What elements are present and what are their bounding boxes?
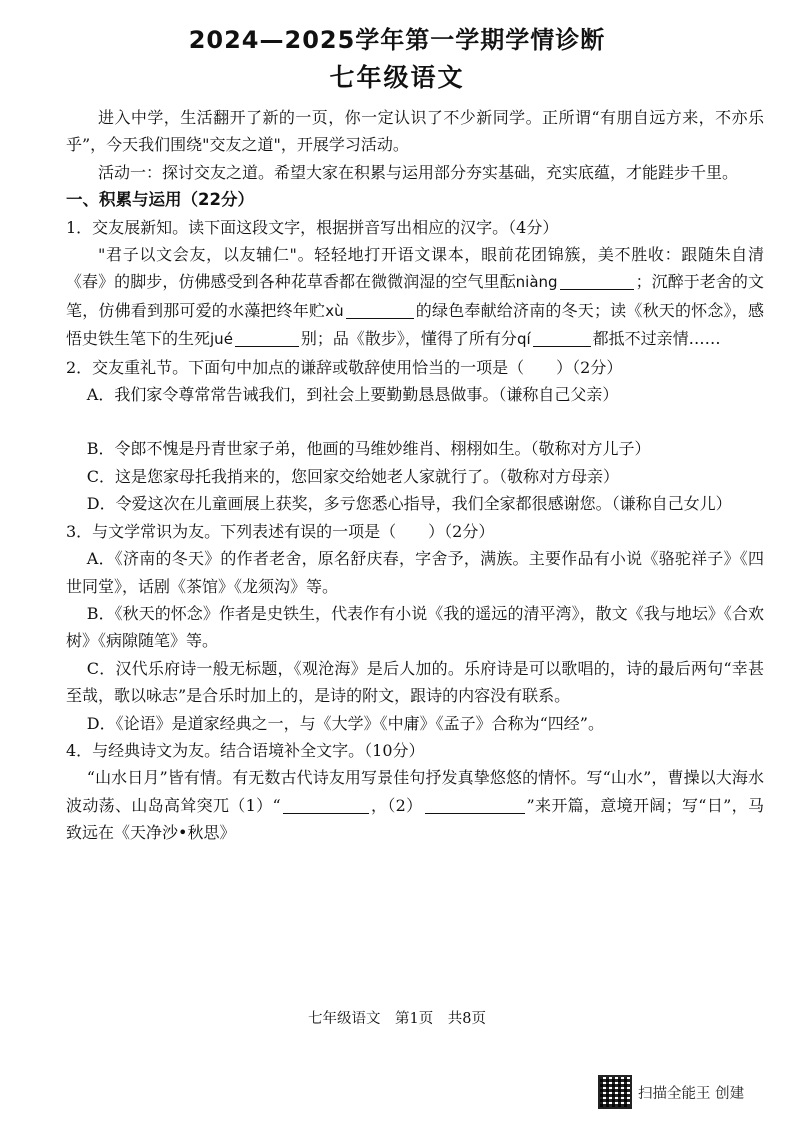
question-4-stem: 4．与经典诗文为友。结合语境补全文字。（10分） <box>66 740 425 760</box>
intro-paragraph: 进入中学，生活翻开了新的一页，你一定认识了不少新同学。正所谓“有朋自远方来，不亦乐乎”，今天我们围绕"交友之道"，开展学习活动。 <box>66 108 764 155</box>
q1-text-part: 别；品《散步》，懂得了所有分 <box>300 329 517 349</box>
answer-blank[interactable] <box>533 330 591 347</box>
activity-paragraph: 活动一：探讨交友之道。希望大家在积累与运用部分夯实基础，充实底蕴，才能跬步千里。 <box>98 162 739 182</box>
spacer <box>66 408 764 435</box>
pinyin-2: xù <box>325 301 344 320</box>
option-2c[interactable]: C．这是您家母托我捎来的，您回家交给她老人家就行了。（敬称对方母亲） <box>86 466 620 486</box>
pinyin-3: jué <box>210 330 233 349</box>
question-1-stem: 1．交友展新知。读下面这段文字，根据拼音写出相应的汉字。（4分） <box>66 217 559 237</box>
watermark-text: 扫描全能王 创建 <box>638 1085 745 1102</box>
answer-blank[interactable] <box>560 273 634 290</box>
option-3b[interactable]: B．《秋天的怀念》作者是史铁生，代表作有小说《我的遥远的清平湾》，散文《我与地坛》《合欢树》《病隙随笔》等。 <box>66 603 764 651</box>
option-2a[interactable]: A．我们家令尊常常告诫我们，到社会上要勤勤恳恳做事。（谦称自己父亲） <box>86 385 619 405</box>
q4-text-part: ，（2） <box>370 795 423 815</box>
q4-text-part: ”来开篇，意境开阔；写“日”，马致远在《天净沙•秋思》 <box>66 795 764 843</box>
pinyin-1: niàng <box>515 273 558 292</box>
exam-title: 2024—2025学年第一学期学情诊断 <box>188 26 606 54</box>
exam-body <box>66 104 764 847</box>
q1-text-part: "君子以文会友，以友辅仁"。轻轻地打开语文课本，眼前花团锦簇，美不胜收：跟随朱自清《春》的脚步，仿佛感受到各种花草香都在微微润湿的空气里酝 <box>66 245 764 292</box>
scanner-watermark <box>598 1075 744 1109</box>
question-3-stem: 3．与文学常识为友。下列表述有误的一项是（ ）（2分） <box>66 521 495 541</box>
answer-blank[interactable] <box>425 797 525 814</box>
answer-blank[interactable] <box>283 797 369 814</box>
q1-text-part: ；沉醉于老舍的文笔，仿佛看到那可爱的水藻把终年贮 <box>66 272 764 320</box>
option-3c[interactable]: C．汉代乐府诗一般无标题，《观沧海》是后人加的。乐府诗是可以歌唱的，诗的最后两句“幸甚至哉，歌以咏志”是合乐时加上的，是诗的附文，跟诗的内容没有联系。 <box>66 658 764 706</box>
question-4-text <box>66 764 764 846</box>
option-3d[interactable]: D．《论语》是道家经典之一，与《大学》《中庸》《孟子》合称为“四经”。 <box>86 713 604 733</box>
q1-text-part: 的绿色奉献给济南的冬天；读《秋天的怀念》，感悟史铁生笔下的生死 <box>66 300 764 349</box>
section-heading: 一、积累与运用（22分） <box>66 190 254 210</box>
question-1-text <box>66 241 764 354</box>
q4-text-part: “山水日月”皆有情。有无数古代诗友用写景佳句抒发真挚悠悠的情怀。写“山水”，曹操以大海水波动荡、山岛高耸突兀（1）“ <box>66 768 764 815</box>
exam-subject: 七年级语文 <box>329 63 465 92</box>
q1-text-part: 都抵不过亲情…… <box>592 329 721 349</box>
qr-code-icon <box>598 1075 632 1109</box>
option-3a[interactable]: A．《济南的冬天》的作者老舍，原名舒庆春，字舍予，满族。主要作品有小说《骆驼祥子》《四世同堂》，话剧《茶馆》《龙须沟》等。 <box>66 549 764 596</box>
answer-blank[interactable] <box>235 330 299 347</box>
pinyin-4: qí <box>516 330 531 349</box>
page-footer: 七年级语文 第1页 共8页 <box>308 1011 486 1027</box>
answer-blank[interactable] <box>346 302 414 319</box>
option-2d[interactable]: D．令爱这次在儿童画展上获奖，多亏您悉心指导，我们全家都很感谢您。（谦称自己女儿） <box>86 494 732 514</box>
question-2-stem: 2．交友重礼节。下面句中加点的谦辞或敬辞使用恰当的一项是（ ）（2分） <box>66 357 623 377</box>
option-2b[interactable]: B．令郎不愧是丹青世家子弟，他画的马维妙维肖、栩栩如生。（敬称对方儿子） <box>86 439 651 459</box>
